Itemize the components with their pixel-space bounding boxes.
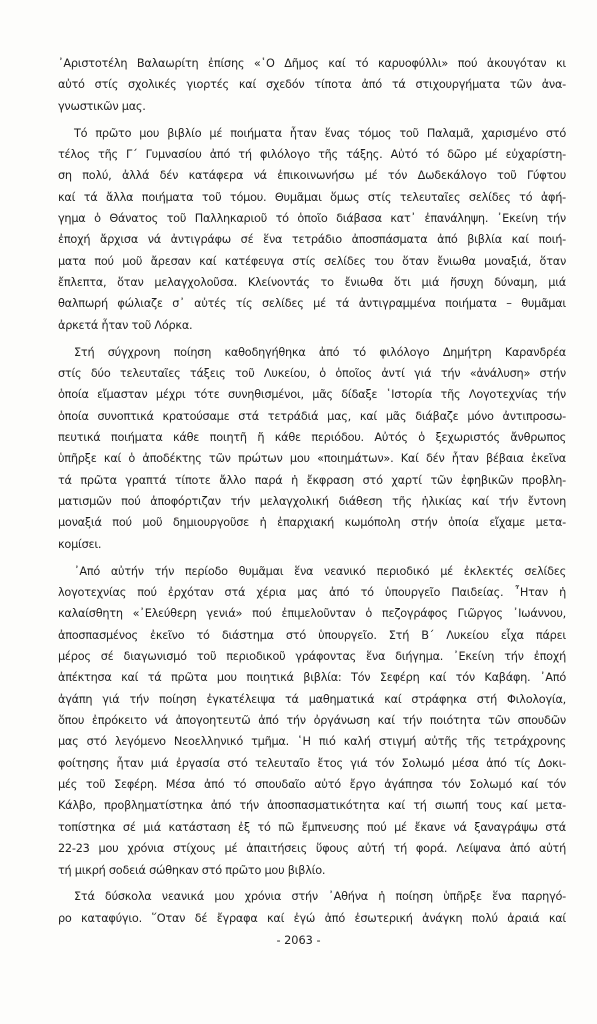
- text-line: γημα ὁ Θάνατος τοῦ Παλληκαριοῦ τό ὁποῖο διάβασα κατ᾿ ἐπανάληψη. ᾿Εκείνη τήν: [58, 212, 566, 225]
- text-line: μοναξιά πού μοῦ δημιουργοῦσε ἡ ἐπαρχιακή κωμόπολη στήν ὁποία εἴχαμε μετα-: [58, 516, 566, 530]
- text-line: καί τά ἄλλα ποιήματα τοῦ τόμου. Θυμᾶμαι ὅμως στίς τελευταῖες σελίδες τό ἀφή-: [58, 190, 566, 204]
- paragraph: [58, 53, 566, 117]
- text-line: τά πρῶτα γραπτά τίποτε ἄλλο παρά ἡ ἔκφραση στό χαρτί τῶν ἐφηβικῶν προβλη-: [58, 473, 566, 487]
- text-line: ματισμῶν πού ἀποφόρτιζαν τήν μελαγχολική διάθεση τῆς ἡλικίας καί τήν ἔντονη: [58, 495, 566, 509]
- text-line: ἀπέκτησα καί τά πρῶτα μου ποιητικά βιβλία: Τόν Σεφέρη καί τόν Καβάφη. ᾿Από: [58, 671, 566, 685]
- paragraph: [58, 123, 566, 336]
- paragraph: [58, 342, 566, 555]
- text-line: ρο καταφύγιο. ῞Οταν δέ ἔγραφα καί ἐγώ ἀπό ἐσωτερική ἀνάγκη πολύ ἀραιά καί: [58, 911, 566, 925]
- text-line: ᾿Αριστοτέλη Βαλαωρίτη ἐπίσης «῾Ο Δῆμος καί τό καρυοφύλλι» πού ἀκουγόταν κι: [58, 57, 566, 70]
- text-line: ματα πού μοῦ ἄρεσαν καί κατέφευγα στίς σελίδες του ὅταν ἔνιωθα μοναξιά, ὅταν: [58, 254, 566, 268]
- text-line: πευτικά ποιήματα κάθε ποιητῆ ἤ κάθε περιόδου. Αὐτός ὁ ξεχωριστός ἄνθρωπος: [58, 431, 566, 445]
- text-line: ὁποία εἴμασταν μέχρι τότε συνηθισμένοι, μᾶς δίδαξε ῾Ιστορία τῆς Λογοτεχνίας τήν: [58, 388, 566, 402]
- page-number: - 2063 -: [276, 934, 321, 947]
- text-line: ἐποχή ἄρχισα νά ἀντιγράφω σέ ἕνα τετράδιο ἀποσπάσματα ἀπό βιβλία καί ποιή-: [58, 233, 566, 247]
- text-line: ὁποία συνοπτικά κρατούσαμε στά τετράδιά μας, καί μᾶς διάβαζε μόνο ἀντιπροσω-: [58, 409, 566, 423]
- text-line: Στά δύσκολα νεανικά μου χρόνια στήν ᾿Αθήνα ἡ ποίηση ὑπῆρξε ἕνα παρηγό-: [74, 890, 566, 904]
- text-line: Στή σύγχρονη ποίηση καθοδηγήθηκα ἀπό τό φιλόλογο Δημήτρη Καρανδρέα: [74, 345, 566, 359]
- text-line: καλαίσθητη «᾿Ελεύθερη γενιά» πού ἐπιμελοῦνταν ὁ πεζογράφος Γιῶργος ᾿Ιωάννου,: [58, 607, 566, 621]
- paragraph: [58, 886, 566, 929]
- document-body-text: [58, 53, 566, 935]
- text-line: Κάλβο, προβληματίστηκα ἀπό τήν ἀποσπασματικότητα καί τή σιωπή τους καί μετα-: [58, 799, 566, 813]
- paragraph: [58, 561, 566, 881]
- text-line: κομίσει.: [58, 537, 102, 551]
- text-line: θαλπωρή φώλιαζε σ᾿ αὐτές τίς σελίδες μέ τά ἀντιγραμμένα ποιήματα – θυμᾶμαι: [58, 297, 566, 311]
- text-line: μές τοῦ Σεφέρη. Μέσα ἀπό τό σπουδαῖο αὐτό ἔργο ἀγάπησα τόν Σολωμό καί τόν: [58, 778, 566, 792]
- text-line: μας στό λεγόμενο Νεοελληνικό τμῆμα. ῾Η πιό καλή στιγμή αὐτῆς τῆς τετράχρονης: [58, 735, 566, 749]
- text-line: Τό πρῶτο μου βιβλίο μέ ποιήματα ἦταν ἕνας τόμος τοῦ Παλαμᾶ, χαρισμένο στό: [74, 126, 566, 140]
- text-line: τέλος τῆς Γ΄ Γυμνασίου ἀπό τή φιλόλογο τῆς τάξης. Αὐτό τό δῶρο μέ εὐχαρίστη-: [58, 147, 566, 161]
- text-line: τή μικρή σοδειά σώθηκαν στό πρῶτο μου βιβλίο.: [58, 863, 326, 877]
- text-line: στίς δύο τελευταῖες τάξεις τοῦ Λυκείου, ὁ ὁποῖος ἀντί γιά τήν «ἀνάλυση» στήν: [58, 367, 566, 380]
- text-line: φοίτησης ἦταν μιά ἐργασία στό τελευταῖο ἔτος γιά τόν Σολωμό μέσα ἀπό τίς Δοκι-: [58, 756, 566, 770]
- text-line: ὅπου ἐπρόκειτο νά ἀπογοητευτῶ ἀπό τήν ὀργάνωση καί τήν ποιότητα τῶν σπουδῶν: [58, 714, 566, 728]
- text-line: γνωστικῶν μας.: [58, 99, 146, 113]
- text-line: ᾿Από αὐτήν τήν περίοδο θυμᾶμαι ἕνα νεανικό περιοδικό μέ ἐκλεκτές σελίδες: [74, 564, 566, 578]
- text-line: ἀγάπη γιά τήν ποίηση ἐγκατέλειψα τά μαθηματικά καί στράφηκα στή Φιλολογία,: [58, 692, 566, 706]
- text-line: λογοτεχνίας πού ἐρχόταν στά χέρια μας ἀπό τό ὑπουργεῖο Παιδείας. ῏Ηταν ἡ: [58, 586, 566, 600]
- text-line: ἔπλεπτα, ὅταν μελαγχολοῦσα. Κλείνοντάς το ἔνιωθα ὅτι μιά ἥσυχη δύναμη, μιά: [58, 276, 566, 290]
- text-line: μέρος σέ διαγωνισμό τοῦ περιοδικοῦ γράφοντας ἕνα διήγημα. ᾿Εκείνη τήν ἐποχή: [58, 650, 566, 664]
- text-line: αὐτό στίς σχολικές γιορτές καί σχεδόν τίποτα ἀπό τά στιχουργήματα τῶν ἀνα-: [58, 78, 566, 92]
- text-line: ὑπῆρξε καί ὁ ἀποδέκτης τῶν πρώτων μου «ποιημάτων». Καί δέν ἦταν βέβαια ἐκεῖνα: [58, 452, 566, 466]
- text-line: ἀποσπασμένος ἐκεῖνο τό διάστημα στό ὑπουργεῖο. Στή Β΄ Λυκείου εἶχα πάρει: [58, 628, 566, 642]
- text-line: τοπίστηκα σέ μιά κατάσταση ἐξ τό πῶ ἔμπνευσης πού μέ ἔκανε νά ξαναγράψω στά: [58, 820, 566, 834]
- text-line: ἀρκετά ἦταν τοῦ Λόρκα.: [58, 318, 193, 332]
- text-line: ση πολύ, ἀλλά δέν κατάφερα νά ἐπικοινωνήσω μέ τόν Δωδεκάλογο τοῦ Γύφτου: [58, 169, 566, 183]
- text-line: 22-23 μου χρόνια στίχους μέ ἀπαιτήσεις ὕφους αὐτή τή φορά. Λείψανα ἀπό αὐτή: [58, 842, 566, 856]
